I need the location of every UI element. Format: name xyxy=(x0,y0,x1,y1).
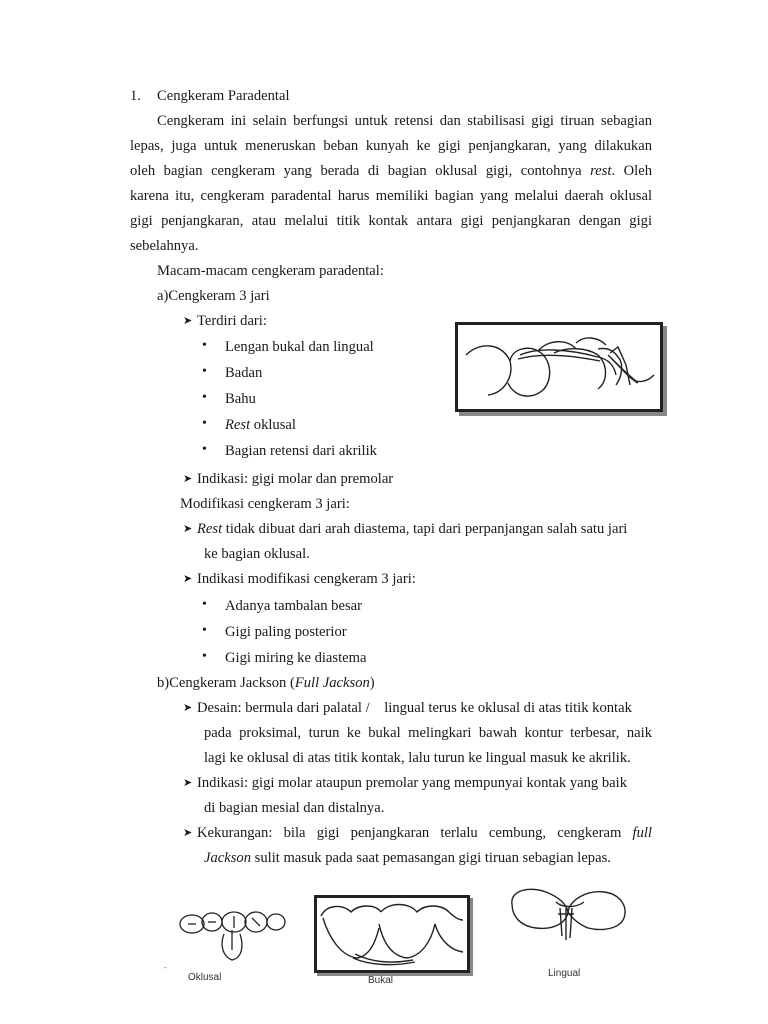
item-a-indication: ➤ Indikasi: gigi molar dan premolar xyxy=(183,471,394,487)
bullet-icon: • xyxy=(202,338,207,353)
svg-text:-: - xyxy=(164,963,167,972)
figure-cengkeram-3-jari xyxy=(455,322,663,412)
mod-item: Adanya tambalan besar xyxy=(225,598,362,614)
bullet-icon: • xyxy=(202,442,207,457)
item-a-mod-heading: Modifikasi cengkeram 3 jari: xyxy=(180,496,350,512)
arrow-icon: ➤ xyxy=(183,315,193,327)
item-a-heading: a)Cengkeram 3 jari xyxy=(157,288,270,304)
item-b-design-3: lagi ke oklusal di atas titik kontak, lalu turun ke lingual masuk ke akrilik. xyxy=(204,750,631,766)
arrow-icon: ➤ xyxy=(183,573,193,585)
arrow-icon: ➤ xyxy=(183,523,193,535)
bullet-icon: • xyxy=(202,416,207,431)
mod-item: Gigi miring ke diastema xyxy=(225,650,367,666)
intro-line-6: sebelahnya. xyxy=(130,238,199,254)
intro-line-1: Cengkeram ini selain berfungsi untuk retensi dan stabilisasi gigi tiruan sebagian xyxy=(157,113,652,129)
bullet-icon: • xyxy=(202,597,207,612)
figure-bukal xyxy=(312,893,472,990)
item-b-indication: ➤ Indikasi: gigi molar ataupun premolar yang mempunyai kontak yang baik xyxy=(183,775,628,791)
mod-item: Gigi paling posterior xyxy=(225,624,347,640)
item-b-design: ➤ Desain: bermula dari palatal / lingual terus ke oklusal di atas titik kontak xyxy=(183,700,632,716)
arrow-icon: ➤ xyxy=(183,827,193,839)
item-b-design-2: pada proksimal, turun ke bukal melingkari bawah kontur terbesar, naik xyxy=(204,725,652,741)
intro-line-3: oleh bagian cengkeram yang berada di bagian oklusal gigi, contohnya rest. Oleh xyxy=(130,163,652,179)
figure-lingual xyxy=(500,884,640,984)
intro-line-5: gigi penjangkaran, atau melalui titik kontak antara gigi penjangkaran dengan gigi xyxy=(130,213,652,229)
item-a-mod-indication: ➤ Indikasi modifikasi cengkeram 3 jari: xyxy=(183,571,416,587)
section-number: 1. xyxy=(130,88,141,104)
part-item: Lengan bukal dan lingual xyxy=(225,339,374,355)
bullet-icon: • xyxy=(202,623,207,638)
item-b-weakness: ➤ Kekurangan: bila gigi penjangkaran terlalu cembung, cengkeram full xyxy=(183,825,652,841)
figure-oklusal xyxy=(160,900,300,990)
item-a-mod-rest-cont: ke bagian oklusal. xyxy=(204,546,310,562)
bullet-icon: • xyxy=(202,364,207,379)
figure-label-lingual: Lingual xyxy=(548,968,581,979)
part-item: Bagian retensi dari akrilik xyxy=(225,443,377,459)
part-item: Badan xyxy=(225,365,263,381)
part-item: Rest oklusal xyxy=(225,417,296,433)
arrow-icon: ➤ xyxy=(183,702,193,714)
bullet-icon: • xyxy=(202,649,207,664)
section-title: Cengkeram Paradental xyxy=(157,88,290,104)
intro-line-2: lepas, juga untuk meneruskan beban kunyah ke gigi penjangkaran, yang dilakukan xyxy=(130,138,652,154)
item-b-weakness-2: Jackson sulit masuk pada saat pemasangan gigi tiruan sebagian lepas. xyxy=(204,850,611,866)
arrow-icon: ➤ xyxy=(183,777,193,789)
item-a-consists: ➤ Terdiri dari: xyxy=(183,313,267,329)
arrow-icon: ➤ xyxy=(183,473,193,485)
bullet-icon: • xyxy=(202,390,207,405)
types-heading: Macam-macam cengkeram paradental: xyxy=(157,263,384,279)
item-a-mod-rest: ➤ Rest tidak dibuat dari arah diastema, tapi dari perpanjangan salah satu jari xyxy=(183,521,628,537)
figure-label-bukal: Bukal xyxy=(368,975,394,986)
figure-label-oklusal: Oklusal xyxy=(188,972,222,983)
intro-line-4: karena itu, cengkeram paradental harus memiliki bagian yang melalui daerah oklusal xyxy=(130,188,652,204)
item-b-indication-2: di bagian mesial dan distalnya. xyxy=(204,800,385,816)
item-b-heading: b)Cengkeram Jackson (Full Jackson) xyxy=(157,675,375,691)
part-item: Bahu xyxy=(225,391,256,407)
